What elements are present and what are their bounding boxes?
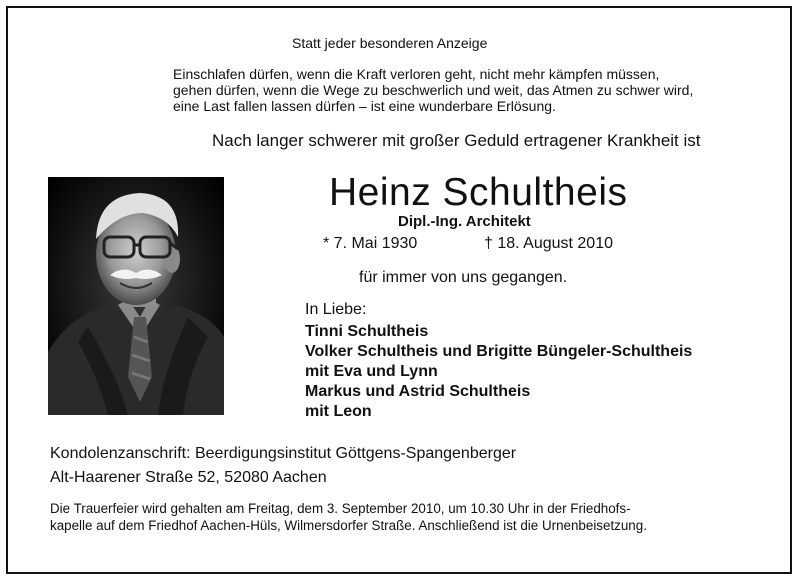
deceased-name: Heinz Schultheis (329, 171, 628, 214)
family-list (305, 322, 692, 422)
funeral-line: kapelle auf dem Friedhof Aachen-Hüls, Wilmersdorfer Straße. Anschließend ist die Urnenbeisetzung. (50, 518, 647, 533)
condolence-line: Alt-Haarener Straße 52, 52080 Aachen (50, 469, 327, 486)
in-love-label: In Liebe: (305, 301, 367, 318)
poem-line: eine Last fallen lassen dürfen – ist eine wunderbare Erlösung. (173, 98, 556, 114)
poem-line: Einschlafen dürfen, wenn die Kraft verloren geht, nicht mehr kämpfen müssen, (173, 66, 660, 82)
family-line: mit Eva und Lynn (305, 363, 438, 380)
family-line: Volker Schultheis und Brigitte Büngeler-Schultheis (305, 343, 693, 360)
funeral-line: Die Trauerfeier wird gehalten am Freitag, dem 3. September 2010, um 10.30 Uhr in der Friedhofs- (50, 501, 631, 516)
poem (173, 66, 773, 114)
birth-date: * 7. Mai 1930 (323, 235, 418, 252)
deceased-title: Dipl.-Ing. Architekt (398, 213, 531, 230)
gone-line: für immer von uns gegangen. (359, 269, 568, 286)
family-line: Markus und Astrid Schultheis (305, 383, 531, 400)
funeral-info (50, 500, 750, 534)
intro-line: Nach langer schwerer mit großer Geduld ertragener Krankheit ist (212, 131, 701, 150)
condolence-address (50, 442, 516, 490)
death-date: † 18. August 2010 (484, 235, 613, 252)
condolence-line: Kondolenzanschrift: Beerdigungsinstitut Göttgens-Spangenberger (50, 445, 517, 462)
family-line: mit Leon (305, 403, 372, 420)
portrait-image (48, 177, 224, 415)
family-line: Tinni Schultheis (305, 323, 429, 340)
notice-header: Statt jeder besonderen Anzeige (292, 35, 488, 51)
poem-line: gehen dürfen, wenn die Wege zu beschwerlich und weit, das Atmen zu schwer wird, (173, 82, 694, 98)
portrait-photo (48, 177, 224, 415)
